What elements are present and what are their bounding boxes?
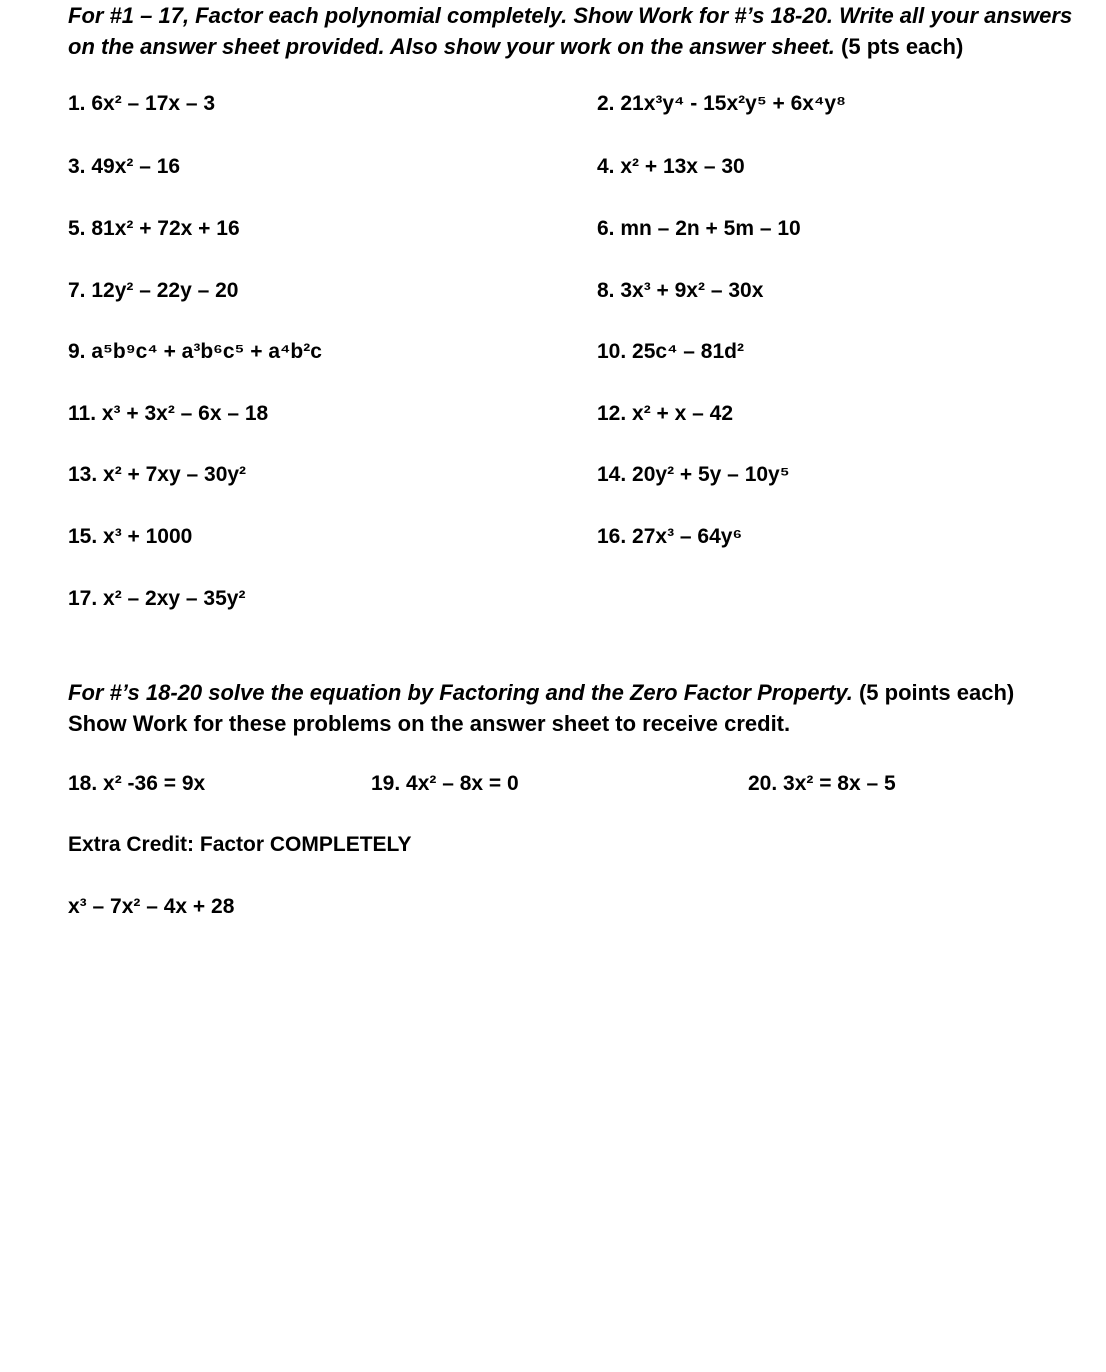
problem-11: 11. x³ + 3x² – 6x – 18	[68, 402, 269, 425]
problem-2: 2. 21x³y⁴ - 15x²y⁵ + 6x⁴y⁸	[597, 92, 846, 115]
equation-18: 18. x² -36 = 9x	[68, 772, 206, 795]
problem-13: 13. x² + 7xy – 30y²	[68, 463, 247, 486]
problem-1: 1. 6x² – 17x – 3	[68, 92, 216, 115]
extra-credit-title: Extra Credit: Factor COMPLETELY	[68, 833, 412, 856]
problem-10: 10. 25c⁴ – 81d²	[597, 340, 744, 363]
zero-factor-instructions-text: For #’s 18-20 solve the equation by Factoring and the Zero Factor Property.	[68, 680, 853, 705]
factoring-instructions	[68, 0, 1078, 62]
problem-6: 6. mn – 2n + 5m – 10	[597, 217, 801, 240]
problem-5: 5. 81x² + 72x + 16	[68, 217, 240, 240]
equation-19: 19. 4x² – 8x = 0	[371, 772, 519, 795]
problem-16: 16. 27x³ – 64y⁶	[597, 525, 743, 548]
problem-4: 4. x² + 13x – 30	[597, 155, 745, 178]
problem-12: 12. x² + x – 42	[597, 402, 734, 425]
problem-17: 17. x² – 2xy – 35y²	[68, 587, 246, 610]
problem-7: 7. 12y² – 22y – 20	[68, 279, 239, 302]
zero-factor-show-work-note: Show Work for these problems on the answer sheet to receive credit.	[68, 711, 791, 736]
problem-3: 3. 49x² – 16	[68, 155, 181, 178]
zero-factor-points-note: (5 points each)	[858, 680, 1015, 705]
factoring-instructions-text: For #1 – 17, Factor each polynomial completely. Show Work for #’s 18-20. Write all your answers on the answer sheet provided. Also show your work on the answer sheet.	[68, 3, 1073, 59]
problem-8: 8. 3x³ + 9x² – 30x	[597, 279, 764, 302]
problem-15: 15. x³ + 1000	[68, 525, 193, 548]
extra-credit-problem: x³ – 7x² – 4x + 28	[68, 895, 235, 918]
zero-factor-instructions	[68, 677, 1078, 739]
factoring-points-note: (5 pts each)	[841, 34, 964, 59]
equation-20: 20. 3x² = 8x – 5	[748, 772, 896, 795]
problem-9: 9. a⁵b⁹c⁴ + a³b⁶c⁵ + a⁴b²c	[68, 340, 322, 363]
problem-14: 14. 20y² + 5y – 10y⁵	[597, 463, 790, 486]
